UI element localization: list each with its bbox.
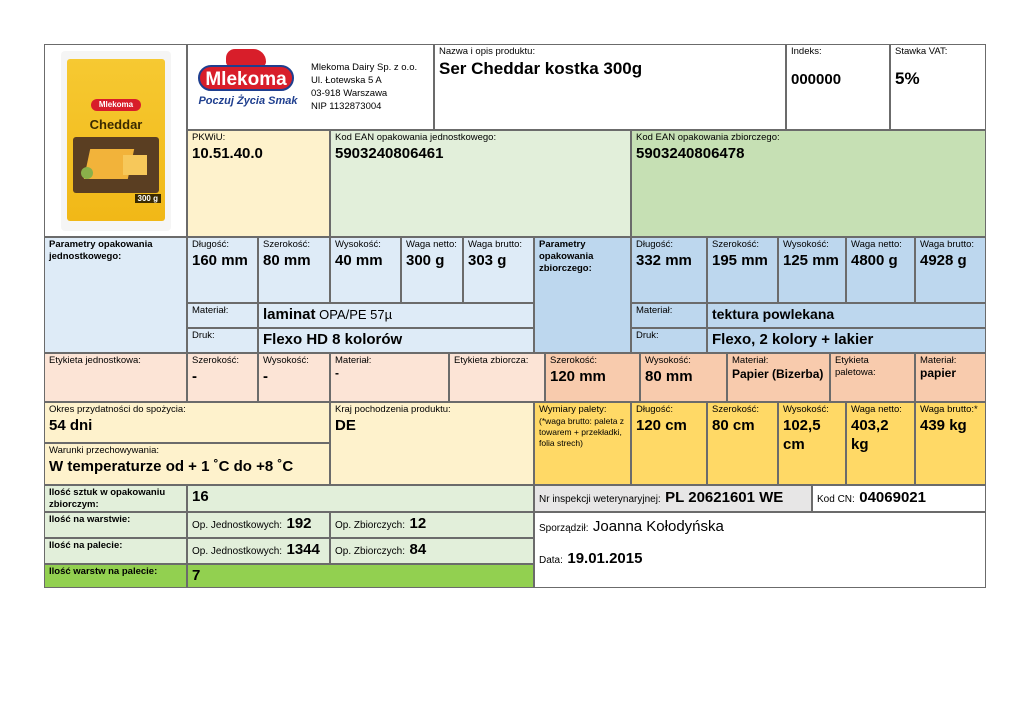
per-coll-value-cell [187,485,534,512]
ean-coll-label: Kod EAN opakowania zbiorczego: [636,132,780,143]
company-address [311,61,417,113]
coll-pack-title: Parametry opakowania zbiorczego: [539,239,594,274]
cn-value: 04069021 [859,489,926,506]
pallet-dims-title: Wymiary palety: [539,404,607,415]
coll-pack-title-cell [534,237,631,353]
company-street: Ul. Łotewska 5 A [311,75,382,86]
company-name: Mlekoma Dairy Sp. z o.o. [311,62,418,73]
pallet-label-title: Etykieta paletowa: [835,355,876,378]
pallet-height-value: 102,5 cm [783,417,821,453]
per-layer-coll-value: 12 [409,515,427,532]
per-coll-label: Ilość sztuk w opakowaniu zbiorczym: [49,487,166,510]
per-pallet-unit-cell [187,538,330,564]
pallet-label-material-label: Materiał: [920,355,957,366]
index-label: Indeks: [791,46,822,57]
per-layer-unit-label: Op. Jednostkowych: [192,520,283,531]
unit-label-material-value: - [335,366,339,380]
origin-value: DE [335,417,356,434]
ean-unit-cell [330,130,631,237]
package-cheese-picture [73,137,159,193]
unit-height-cell [330,237,401,303]
pallet-width-value: 80 cm [712,417,755,434]
coll-print-label-cell [631,328,707,353]
per-coll-value: 16 [192,488,209,505]
per-layer-coll-label: Op. Zbiorczych: [335,520,406,531]
unit-label-width-cell [187,353,258,402]
coll-label-width-label: Szerokość: [550,355,597,366]
unit-length-cell [187,237,258,303]
pallet-width-cell [707,402,778,485]
coll-height-value: 125 mm [783,252,839,269]
pallet-height-cell [778,402,846,485]
unit-pack-title: Parametry opakowania jednostkowego: [49,239,153,262]
ean-unit-label: Kod EAN opakowania jednostkowego: [335,132,497,143]
vat-label: Stawka VAT: [895,46,948,57]
product-name-label: Nazwa i opis produktu: [439,46,536,57]
package-product-name: Cheddar [89,117,143,132]
cheese-package-image [61,51,171,231]
prepared-label: Sporządził: [539,523,589,534]
pkwiu-label: PKWiU: [192,132,226,143]
origin-label: Kraj pochodzenia produktu: [335,404,451,415]
product-photo-cell [44,44,187,237]
coll-width-cell [707,237,778,303]
coll-gross-label: Waga brutto: [920,239,975,250]
prepared-value: Joanna Kołodyńska [592,518,724,535]
unit-label-height-value: - [263,368,268,385]
vet-label: Nr inspekcji weterynaryjnej: [539,494,661,505]
unit-material-main: laminat [263,306,316,323]
coll-print-label: Druk: [636,330,659,341]
unit-gross-cell [463,237,534,303]
vat-value: 5% [895,69,920,88]
prepared-date-cell [534,512,986,588]
per-pallet-coll-cell [330,538,534,564]
coll-length-label: Długość: [636,239,673,250]
layers-label-cell [44,564,187,588]
pallet-dims-note: (*waga brutto: paleta z towarem + przekładki, folia strech) [539,416,625,448]
coll-print-cell [707,328,986,353]
ean-coll-value: 5903240806478 [636,145,745,162]
company-nip: NIP 1132873004 [311,101,382,112]
vet-value: PL 20621601 WE [665,489,784,506]
pallet-dims-title-cell [534,402,631,485]
logo-slogan: Poczuj Życia Smak [198,95,298,107]
per-pallet-label-cell [44,538,187,564]
expiry-value: 54 dni [49,417,93,434]
coll-label-material-cell [727,353,830,402]
ean-unit-value: 5903240806461 [335,145,444,162]
pallet-gross-value: 439 kg [920,417,967,434]
unit-width-value: 80 mm [263,252,311,269]
date-label: Data: [539,555,563,566]
company-cell [187,44,434,130]
unit-material-label: Materiał: [192,305,229,316]
coll-label-title: Etykieta zbiorcza: [454,355,529,366]
unit-label-height-label: Wysokość: [263,355,309,366]
coll-length-cell [631,237,707,303]
coll-width-value: 195 mm [712,252,768,269]
per-layer-label-cell [44,512,187,538]
coll-label-width-cell [545,353,640,402]
unit-label-material-label: Materiał: [335,355,372,366]
unit-print-label-cell [187,328,258,353]
layers-label: Ilość warstw na palecie: [49,566,158,577]
unit-gross-label: Waga brutto: [468,239,523,250]
pallet-height-label: Wysokość: [783,404,829,415]
coll-label-height-cell [640,353,727,402]
layers-value: 7 [192,567,201,584]
unit-label-height-cell [258,353,330,402]
storage-value: W temperaturze od + 1 ˚C do +8 ˚C [49,458,294,475]
coll-material-label: Materiał: [636,305,673,316]
mlekoma-logo [194,47,298,121]
per-pallet-unit-label: Op. Jednostkowych: [192,546,283,557]
unit-net-cell [401,237,463,303]
vet-cell [534,485,812,512]
per-layer-unit-cell [187,512,330,538]
origin-cell [330,402,534,485]
per-pallet-coll-value: 84 [409,541,427,558]
unit-label-material-cell [330,353,449,402]
pallet-label-title-cell [830,353,915,402]
unit-material-rest: OPA/PE 57µ [315,307,393,322]
per-pallet-unit-value: 1344 [286,541,320,558]
coll-label-height-value: 80 mm [645,368,693,385]
pkwiu-cell [187,130,330,237]
coll-width-label: Szerokość: [712,239,759,250]
unit-length-label: Długość: [192,239,229,250]
coll-net-label: Waga netto: [851,239,902,250]
unit-material-label-cell [187,303,258,328]
coll-material-label-cell [631,303,707,328]
unit-height-label: Wysokość: [335,239,381,250]
date-value: 19.01.2015 [567,550,643,567]
per-layer-coll-cell [330,512,534,538]
unit-print-cell [258,328,534,353]
coll-net-value: 4800 g [851,252,898,269]
cn-cell [812,485,986,512]
coll-height-label: Wysokość: [783,239,829,250]
company-city: 03-918 Warszawa [311,88,388,99]
index-cell [786,44,890,130]
unit-gross-value: 303 g [468,252,507,269]
pallet-width-label: Szerokość: [712,404,759,415]
per-pallet-label: Ilość na palecie: [49,540,123,551]
pallet-gross-label: Waga brutto:* [920,404,978,415]
coll-label-width-value: 120 mm [550,368,606,385]
unit-print-label: Druk: [192,330,215,341]
coll-label-material-value: Papier (Bizerba) [732,367,824,381]
coll-material-cell [707,303,986,328]
unit-material-cell [258,303,534,328]
unit-label-title-cell [44,353,187,402]
unit-net-label: Waga netto: [406,239,457,250]
coll-print-value: Flexo, 2 kolory + lakier [712,331,874,348]
pallet-label-material-value: papier [920,366,957,380]
unit-width-cell [258,237,330,303]
unit-label-width-label: Szerokość: [192,355,239,366]
per-layer-label: Ilość na warstwie: [49,514,131,525]
per-coll-label-cell [44,485,187,512]
unit-label-width-value: - [192,368,197,385]
per-pallet-coll-label: Op. Zbiorczych: [335,546,406,557]
unit-height-value: 40 mm [335,252,383,269]
cn-label: Kod CN: [817,494,855,505]
pallet-length-value: 120 cm [636,417,687,434]
storage-cell [44,443,330,485]
pallet-net-cell [846,402,915,485]
coll-net-cell [846,237,915,303]
package-brand-label: Mlekoma [91,99,141,111]
expiry-cell [44,402,330,443]
pallet-length-cell [631,402,707,485]
coll-length-value: 332 mm [636,252,692,269]
coll-height-cell [778,237,846,303]
pallet-net-label: Waga netto: [851,404,902,415]
layers-value-cell [187,564,534,588]
unit-net-value: 300 g [406,252,445,269]
pallet-gross-cell [915,402,986,485]
coll-gross-value: 4928 g [920,252,967,269]
coll-label-material-label: Materiał: [732,355,769,366]
per-layer-unit-value: 192 [286,515,312,532]
logo-text: Mlekoma [198,65,294,91]
pkwiu-value: 10.51.40.0 [192,145,263,162]
coll-label-height-label: Wysokość: [645,355,691,366]
unit-width-label: Szerokość: [263,239,310,250]
package-weight: 300 g [135,194,161,203]
vat-cell [890,44,986,130]
ean-coll-cell [631,130,986,237]
coll-material-value: tektura powlekana [712,306,835,322]
storage-label: Warunki przechowywania: [49,445,159,456]
unit-length-value: 160 mm [192,252,248,269]
product-name: Ser Cheddar kostka 300g [439,59,643,78]
product-name-cell [434,44,786,130]
pallet-length-label: Długość: [636,404,673,415]
unit-pack-title-cell [44,237,187,353]
coll-gross-cell [915,237,986,303]
unit-label-title: Etykieta jednostkowa: [49,355,141,366]
pallet-net-value: 403,2 kg [851,417,889,453]
pallet-label-material-cell [915,353,986,402]
index-value: 000000 [791,71,842,88]
coll-label-title-cell [449,353,545,402]
expiry-label: Okres przydatności do spożycia: [49,404,186,415]
unit-print-value: Flexo HD 8 kolorów [263,331,403,348]
